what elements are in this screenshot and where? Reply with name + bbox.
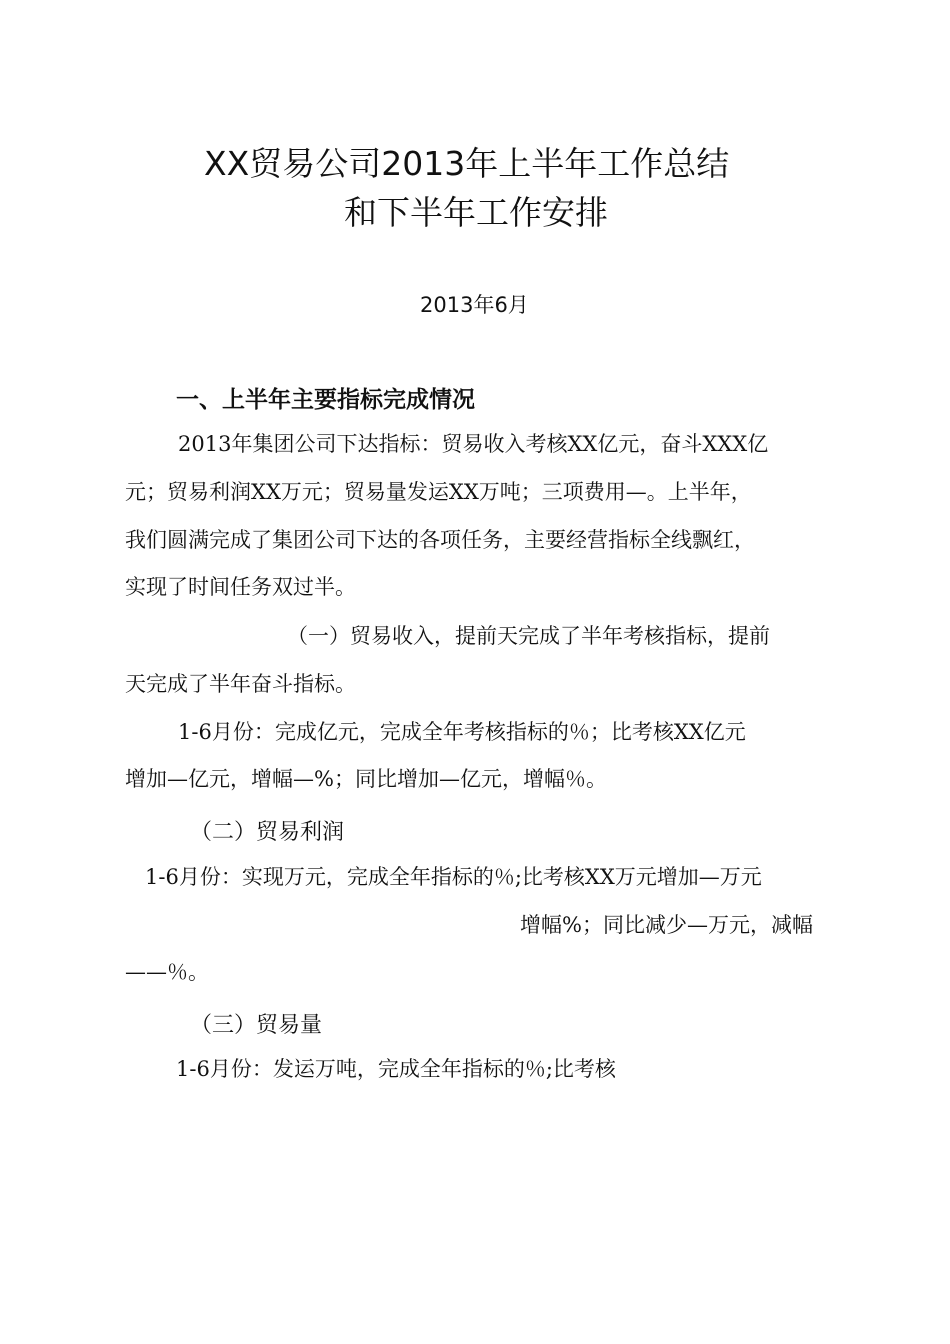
document-title-line-1: XX贸易公司2013年上半年工作总结 [204,144,730,183]
subsection-heading-2: （二）贸易利润 [190,820,345,845]
detail-line: 1-6月份：完成亿元，完成全年考核指标的％；比考核XX亿元 [178,720,746,744]
subsection-line: 天完成了半年奋斗指标。 [125,672,356,696]
detail-line: 1-6月份：发运万吨，完成全年指标的％;比考核 [176,1057,616,1081]
detail-line: ——％。 [125,960,209,984]
paragraph-line: 2013年集团公司下达指标：贸易收入考核XX亿元，奋斗XXX亿 [178,432,769,456]
detail-line: 1-6月份：实现万元，完成全年指标的％;比考核XX万元增加—万元 [145,865,762,889]
subsection-line: （一）贸易收入，提前天完成了半年考核指标，提前 [287,624,770,648]
section-heading-1: 一、上半年主要指标完成情况 [176,387,475,413]
document-date: 2013年6月 [420,293,529,317]
detail-line: 增幅%；同比减少—万元，减幅 [520,913,813,937]
document-title-line-2: 和下半年工作安排 [344,193,608,232]
subsection-heading-3: （三）贸易量 [190,1013,323,1038]
detail-line: 增加—亿元，增幅—%；同比增加—亿元，增幅％。 [125,767,607,791]
paragraph-line: 实现了时间任务双过半。 [125,575,356,599]
paragraph-line: 我们圆满完成了集团公司下达的各项任务，主要经营指标全线飘红， [125,528,755,552]
paragraph-line: 元；贸易利润XX万元；贸易量发运XX万吨；三项费用—。上半年， [125,480,752,504]
